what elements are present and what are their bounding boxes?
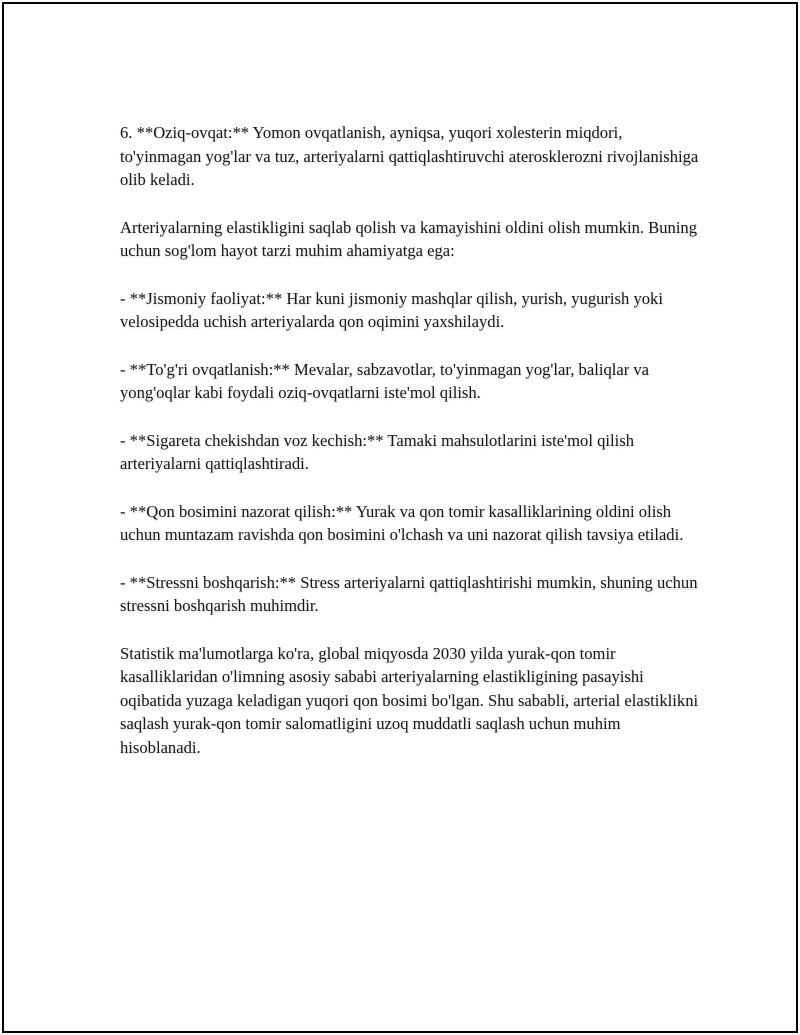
list-item-proper-nutrition: - **To'g'ri ovqatlanish:** Mevalar, sabzavotlar, to'yinmagan yog'lar, baliqlar va yong'oqlar kabi foydali oziq-ovqatlarni iste'mol qilish. <box>120 359 650 402</box>
list-item-quit-smoking: - **Sigareta chekishdan voz kechish:** Tamaki mahsulotlarini iste'mol qilish arteriyalarni qattiqlashtiradi. <box>120 430 634 473</box>
paragraph-statistics: Statistik ma'lumotlarga ko'ra, global miqyosda 2030 yilda yurak-qon tomir kasalliklaridan o'limning asosiy sababi arteriyalarning elastikligining pasayishi oqibatida yuzaga keladigan yuqori qon bosimi bo'lgan. Shu sababli, arterial elastiklikni saqlash yurak-qon tomir salomatligini uzoq muddatli saqlash uchun muhim hisoblanadi. <box>120 643 699 757</box>
list-item-physical-activity: - **Jismoniy faoliyat:** Har kuni jismoniy mashqlar qilish, yurish, yugurish yoki velosipedda uchish arteriyalarda qon oqimini yaxshilaydi. <box>120 288 663 331</box>
document-body <box>120 121 700 783</box>
paragraph-nutrition: 6. **Oziq-ovqat:** Yomon ovqatlanish, ayniqsa, yuqori xolesterin miqdori, to'yinmagan yog'lar va tuz, arteriyalarni qattiqlashtiruvchi aterosklerozni rivojlanishiga olib keladi. <box>120 123 699 189</box>
document-page <box>2 2 798 1033</box>
paragraph-prevention-intro: Arteriyalarning elastikligini saqlab qolish va kamayishini oldini olish mumkin. Buning uchun sog'lom hayot tarzi muhim ahamiyatga ega: <box>120 217 698 260</box>
list-item-stress-management: - **Stressni boshqarish:** Stress arteriyalarni qattiqlashtirishi mumkin, shuning uchun stressni boshqarish muhimdir. <box>120 572 698 615</box>
list-item-blood-pressure-control: - **Qon bosimini nazorat qilish:** Yurak va qon tomir kasalliklarining oldini olish uchun muntazam ravishda qon bosimini o'lchash va uni nazorat qilish tavsiya etiladi. <box>120 501 684 544</box>
